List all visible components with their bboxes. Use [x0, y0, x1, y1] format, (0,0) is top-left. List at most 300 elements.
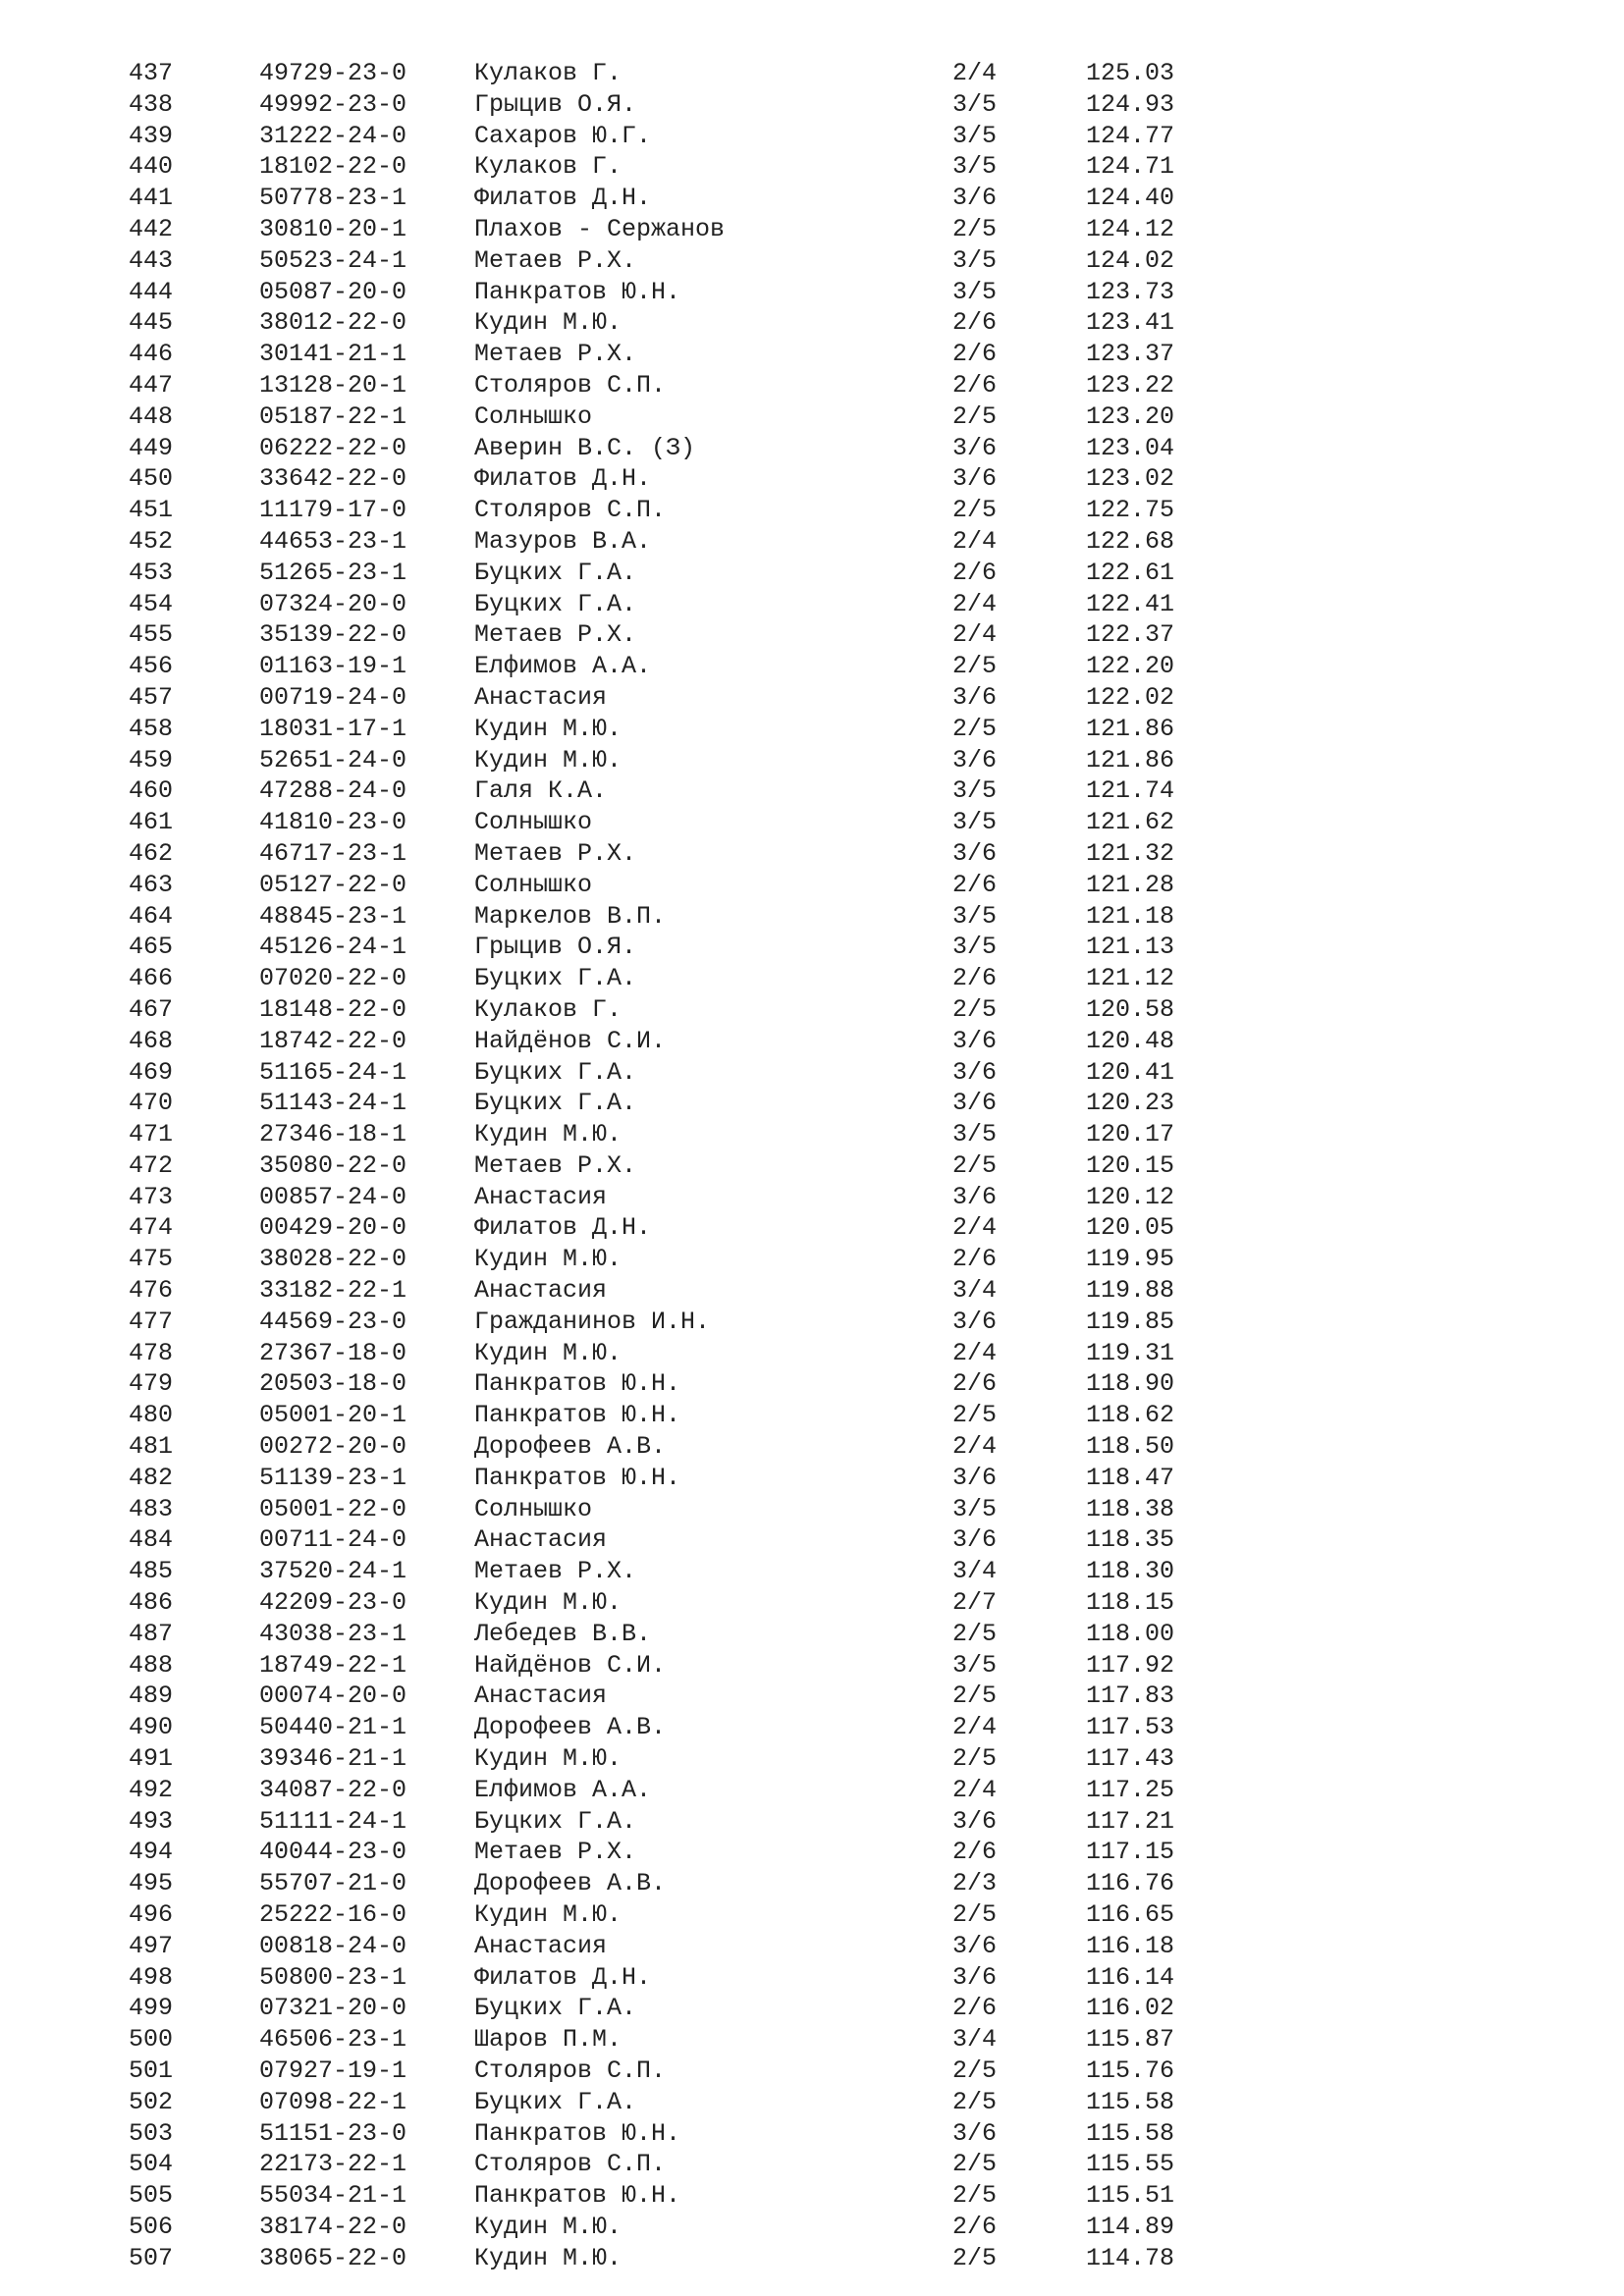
- row-number: 488: [129, 1650, 174, 1680]
- row-name: Солнышко: [474, 1494, 593, 1523]
- row-code: 18148-22-0: [259, 994, 407, 1024]
- list-row: [0, 775, 1624, 807]
- row-number: 472: [129, 1150, 174, 1180]
- row-score: 117.92: [1086, 1650, 1175, 1680]
- list-row: [0, 463, 1624, 495]
- row-name: Филатов Д.Н.: [474, 464, 652, 494]
- row-name: Плахов - Сержанов: [474, 214, 726, 243]
- list-row: [0, 1494, 1624, 1525]
- row-number: 459: [129, 745, 174, 774]
- row-number: 464: [129, 901, 174, 931]
- row-code: 00818-24-0: [259, 1931, 407, 1960]
- row-score: 119.31: [1086, 1338, 1175, 1367]
- row-code: 27367-18-0: [259, 1338, 407, 1367]
- row-fraction: 2/6: [952, 1994, 998, 2023]
- row-code: 07321-20-0: [259, 1994, 407, 2023]
- row-name: Кудин М.Ю.: [474, 745, 623, 774]
- row-fraction: 3/6: [952, 1931, 998, 1960]
- row-fraction: 2/4: [952, 620, 998, 650]
- row-name: Кудин М.Ю.: [474, 2243, 623, 2272]
- row-fraction: 2/6: [952, 308, 998, 338]
- list-row: [0, 870, 1624, 901]
- list-row: [0, 1212, 1624, 1244]
- row-code: 22173-22-1: [259, 2150, 407, 2179]
- list-row: [0, 307, 1624, 339]
- row-name: Метаев Р.Х.: [474, 620, 637, 650]
- row-fraction: 3/5: [952, 808, 998, 837]
- row-code: 40044-23-0: [259, 1838, 407, 1867]
- row-score: 117.53: [1086, 1713, 1175, 1742]
- row-number: 507: [129, 2243, 174, 2272]
- row-fraction: 3/5: [952, 1650, 998, 1680]
- row-name: Буцких Г.А.: [474, 1089, 637, 1118]
- row-code: 35080-22-0: [259, 1150, 407, 1180]
- row-code: 18742-22-0: [259, 1026, 407, 1055]
- list-row: [0, 1088, 1624, 1119]
- row-number: 460: [129, 776, 174, 806]
- row-code: 00074-20-0: [259, 1682, 407, 1711]
- list-row: [0, 433, 1624, 464]
- row-score: 117.83: [1086, 1682, 1175, 1711]
- list-row: [0, 214, 1624, 245]
- row-fraction: 3/5: [952, 121, 998, 150]
- row-name: Панкратов Ю.Н.: [474, 2118, 681, 2148]
- row-score: 116.18: [1086, 1931, 1175, 1960]
- row-number: 504: [129, 2150, 174, 2179]
- row-name: Буцких Г.А.: [474, 1806, 637, 1836]
- row-score: 122.75: [1086, 496, 1175, 525]
- row-fraction: 3/6: [952, 1525, 998, 1555]
- list-row: [0, 2118, 1624, 2150]
- row-score: 115.58: [1086, 2087, 1175, 2116]
- row-name: Солнышко: [474, 808, 593, 837]
- row-score: 114.89: [1086, 2212, 1175, 2241]
- row-name: Кудин М.Ю.: [474, 1120, 623, 1149]
- row-code: 46717-23-1: [259, 838, 407, 868]
- row-code: 45126-24-1: [259, 933, 407, 962]
- row-code: 43038-23-1: [259, 1619, 407, 1648]
- row-name: Кудин М.Ю.: [474, 1338, 623, 1367]
- row-name: Солнышко: [474, 870, 593, 899]
- row-score: 120.41: [1086, 1057, 1175, 1087]
- row-name: Маркелов В.П.: [474, 901, 667, 931]
- row-number: 466: [129, 964, 174, 993]
- row-number: 470: [129, 1089, 174, 1118]
- row-code: 38012-22-0: [259, 308, 407, 338]
- row-number: 457: [129, 682, 174, 712]
- row-fraction: 3/6: [952, 433, 998, 462]
- row-name: Кудин М.Ю.: [474, 1588, 623, 1618]
- row-code: 51165-24-1: [259, 1057, 407, 1087]
- row-fraction: 2/4: [952, 1775, 998, 1804]
- row-code: 37520-24-1: [259, 1557, 407, 1586]
- row-number: 463: [129, 870, 174, 899]
- list-row: [0, 277, 1624, 308]
- row-code: 05001-22-0: [259, 1494, 407, 1523]
- row-fraction: 3/6: [952, 2118, 998, 2148]
- row-number: 493: [129, 1806, 174, 1836]
- list-row: [0, 1182, 1624, 1213]
- row-name: Кулаков Г.: [474, 59, 623, 87]
- row-name: Анастасия: [474, 1276, 608, 1306]
- row-code: 05001-20-1: [259, 1401, 407, 1430]
- row-fraction: 2/6: [952, 370, 998, 400]
- row-score: 117.21: [1086, 1806, 1175, 1836]
- list-row: [0, 1556, 1624, 1587]
- row-score: 119.95: [1086, 1245, 1175, 1274]
- row-code: 50778-23-1: [259, 184, 407, 213]
- row-fraction: 3/6: [952, 1962, 998, 1992]
- list-row: [0, 1057, 1624, 1089]
- list-row: [0, 589, 1624, 620]
- list-row: [0, 807, 1624, 838]
- row-number: 454: [129, 589, 174, 618]
- row-score: 116.65: [1086, 1900, 1175, 1930]
- row-number: 503: [129, 2118, 174, 2148]
- list-row: [0, 1275, 1624, 1307]
- row-name: Анастасия: [474, 1182, 608, 1211]
- row-code: 51265-23-1: [259, 558, 407, 587]
- list-row: [0, 58, 1624, 89]
- row-score: 118.62: [1086, 1401, 1175, 1430]
- row-code: 11179-17-0: [259, 496, 407, 525]
- row-fraction: 3/4: [952, 1276, 998, 1306]
- list-row: [0, 1150, 1624, 1182]
- row-code: 05187-22-1: [259, 401, 407, 431]
- row-name: Кудин М.Ю.: [474, 2212, 623, 2241]
- row-fraction: 3/5: [952, 245, 998, 275]
- row-number: 439: [129, 121, 174, 150]
- row-fraction: 3/5: [952, 933, 998, 962]
- row-score: 117.43: [1086, 1744, 1175, 1774]
- row-fraction: 3/6: [952, 838, 998, 868]
- row-number: 477: [129, 1307, 174, 1336]
- row-name: Буцких Г.А.: [474, 558, 637, 587]
- row-code: 51151-23-0: [259, 2118, 407, 2148]
- list-row: [0, 2243, 1624, 2274]
- list-row: [0, 1619, 1624, 1650]
- row-name: Метаев Р.Х.: [474, 340, 637, 369]
- row-number: 475: [129, 1245, 174, 1274]
- row-number: 506: [129, 2212, 174, 2241]
- row-score: 119.88: [1086, 1276, 1175, 1306]
- row-code: 25222-16-0: [259, 1900, 407, 1930]
- row-name: Панкратов Ю.Н.: [474, 1463, 681, 1492]
- row-code: 51143-24-1: [259, 1089, 407, 1118]
- row-score: 120.23: [1086, 1089, 1175, 1118]
- row-score: 122.61: [1086, 558, 1175, 587]
- list-row: [0, 1431, 1624, 1463]
- list-row: [0, 932, 1624, 963]
- row-score: 117.25: [1086, 1775, 1175, 1804]
- list-row: [0, 651, 1624, 682]
- row-name: Буцких Г.А.: [474, 1994, 637, 2023]
- row-fraction: 3/6: [952, 1026, 998, 1055]
- row-name: Анастасия: [474, 1682, 608, 1711]
- list-row: [0, 1837, 1624, 1868]
- row-fraction: 3/6: [952, 464, 998, 494]
- row-code: 38028-22-0: [259, 1245, 407, 1274]
- row-fraction: 2/4: [952, 1432, 998, 1462]
- row-fraction: 2/5: [952, 1900, 998, 1930]
- row-fraction: 3/6: [952, 184, 998, 213]
- list-row: [0, 1681, 1624, 1712]
- row-score: 121.86: [1086, 745, 1175, 774]
- row-code: 00719-24-0: [259, 682, 407, 712]
- row-code: 38065-22-0: [259, 2243, 407, 2272]
- row-fraction: 2/6: [952, 870, 998, 899]
- row-fraction: 3/4: [952, 2025, 998, 2055]
- list-row: [0, 370, 1624, 401]
- row-name: Шаров П.М.: [474, 2025, 623, 2055]
- row-score: 118.47: [1086, 1463, 1175, 1492]
- row-number: 473: [129, 1182, 174, 1211]
- row-score: 118.50: [1086, 1432, 1175, 1462]
- list-row: [0, 1743, 1624, 1775]
- row-code: 07098-22-1: [259, 2087, 407, 2116]
- row-name: Буцких Г.А.: [474, 2087, 637, 2116]
- list-row: [0, 682, 1624, 714]
- row-name: Кудин М.Ю.: [474, 1245, 623, 1274]
- row-name: Панкратов Ю.Н.: [474, 1401, 681, 1430]
- row-score: 116.76: [1086, 1869, 1175, 1898]
- row-score: 115.55: [1086, 2150, 1175, 2179]
- row-number: 450: [129, 464, 174, 494]
- list-row: [0, 245, 1624, 277]
- row-code: 34087-22-0: [259, 1775, 407, 1804]
- row-code: 39346-21-1: [259, 1744, 407, 1774]
- row-number: 467: [129, 994, 174, 1024]
- row-number: 479: [129, 1369, 174, 1399]
- row-score: 124.12: [1086, 214, 1175, 243]
- row-fraction: 3/6: [952, 1806, 998, 1836]
- row-name: Столяров С.П.: [474, 496, 667, 525]
- row-name: Столяров С.П.: [474, 2056, 667, 2085]
- list-row: [0, 151, 1624, 183]
- row-score: 116.14: [1086, 1962, 1175, 1992]
- row-code: 07020-22-0: [259, 964, 407, 993]
- list-row: [0, 994, 1624, 1026]
- row-number: 437: [129, 59, 174, 87]
- row-name: Кудин М.Ю.: [474, 714, 623, 743]
- row-number: 497: [129, 1931, 174, 1960]
- row-number: 501: [129, 2056, 174, 2085]
- row-fraction: 2/5: [952, 1150, 998, 1180]
- row-score: 114.78: [1086, 2243, 1175, 2272]
- row-fraction: 2/5: [952, 2181, 998, 2211]
- list-row: [0, 89, 1624, 121]
- row-name: Аверин В.С. (З): [474, 433, 696, 462]
- row-fraction: 2/5: [952, 1619, 998, 1648]
- row-code: 00429-20-0: [259, 1213, 407, 1243]
- row-score: 120.58: [1086, 994, 1175, 1024]
- list-row: [0, 1931, 1624, 1962]
- row-number: 449: [129, 433, 174, 462]
- list-row: [0, 2149, 1624, 2180]
- row-score: 124.40: [1086, 184, 1175, 213]
- row-name: Гражданинов И.Н.: [474, 1307, 711, 1336]
- list-row: [0, 2212, 1624, 2243]
- row-fraction: 2/6: [952, 1369, 998, 1399]
- row-score: 120.15: [1086, 1150, 1175, 1180]
- row-name: Дорофеев А.В.: [474, 1432, 667, 1462]
- list-row: [0, 495, 1624, 526]
- row-code: 55707-21-0: [259, 1869, 407, 1898]
- row-number: 485: [129, 1557, 174, 1586]
- row-code: 13128-20-1: [259, 370, 407, 400]
- row-number: 458: [129, 714, 174, 743]
- row-fraction: 2/6: [952, 964, 998, 993]
- row-fraction: 2/4: [952, 589, 998, 618]
- row-score: 124.71: [1086, 152, 1175, 182]
- row-number: 498: [129, 1962, 174, 1992]
- row-number: 490: [129, 1713, 174, 1742]
- row-code: 42209-23-0: [259, 1588, 407, 1618]
- row-fraction: 2/5: [952, 2243, 998, 2272]
- list-row: [0, 1338, 1624, 1369]
- row-name: Дорофеев А.В.: [474, 1869, 667, 1898]
- row-score: 121.74: [1086, 776, 1175, 806]
- list-row: [0, 401, 1624, 433]
- row-fraction: 2/5: [952, 2087, 998, 2116]
- row-code: 18102-22-0: [259, 152, 407, 182]
- row-code: 07927-19-1: [259, 2056, 407, 2085]
- row-fraction: 2/4: [952, 1213, 998, 1243]
- row-score: 125.03: [1086, 59, 1175, 87]
- list-row: [0, 558, 1624, 589]
- row-fraction: 2/5: [952, 652, 998, 681]
- row-fraction: 2/5: [952, 1682, 998, 1711]
- row-code: 48845-23-1: [259, 901, 407, 931]
- list-row: [0, 1368, 1624, 1400]
- row-score: 122.68: [1086, 526, 1175, 556]
- list-row: [0, 619, 1624, 651]
- row-fraction: 3/6: [952, 1307, 998, 1336]
- row-number: 451: [129, 496, 174, 525]
- row-score: 120.05: [1086, 1213, 1175, 1243]
- row-fraction: 3/6: [952, 1182, 998, 1211]
- row-number: 447: [129, 370, 174, 400]
- results-list: [0, 58, 1624, 2274]
- list-row: [0, 2087, 1624, 2118]
- row-score: 121.86: [1086, 714, 1175, 743]
- row-fraction: 3/5: [952, 1494, 998, 1523]
- row-score: 115.58: [1086, 2118, 1175, 2148]
- row-number: 461: [129, 808, 174, 837]
- row-name: Солнышко: [474, 401, 593, 431]
- row-fraction: 2/5: [952, 714, 998, 743]
- list-row: [0, 1650, 1624, 1682]
- row-code: 07324-20-0: [259, 589, 407, 618]
- list-row: [0, 183, 1624, 214]
- row-name: Буцких Г.А.: [474, 589, 637, 618]
- list-row: [0, 1806, 1624, 1838]
- row-score: 117.15: [1086, 1838, 1175, 1867]
- row-name: Столяров С.П.: [474, 370, 667, 400]
- row-fraction: 3/5: [952, 1120, 998, 1149]
- row-fraction: 3/6: [952, 1057, 998, 1087]
- row-code: 27346-18-1: [259, 1120, 407, 1149]
- row-fraction: 2/6: [952, 2212, 998, 2241]
- row-number: 455: [129, 620, 174, 650]
- row-name: Сахаров Ю.Г.: [474, 121, 652, 150]
- row-number: 445: [129, 308, 174, 338]
- row-name: Грыцив О.Я.: [474, 89, 637, 119]
- list-row: [0, 526, 1624, 558]
- row-fraction: 2/6: [952, 340, 998, 369]
- row-code: 33182-22-1: [259, 1276, 407, 1306]
- row-score: 120.12: [1086, 1182, 1175, 1211]
- row-score: 115.76: [1086, 2056, 1175, 2085]
- row-number: 483: [129, 1494, 174, 1523]
- row-name: Метаев Р.Х.: [474, 1838, 637, 1867]
- row-name: Мазуров В.А.: [474, 526, 652, 556]
- row-name: Кудин М.Ю.: [474, 1900, 623, 1930]
- row-fraction: 3/5: [952, 89, 998, 119]
- list-row: [0, 1993, 1624, 2024]
- row-score: 118.35: [1086, 1525, 1175, 1555]
- row-code: 46506-23-1: [259, 2025, 407, 2055]
- row-score: 121.13: [1086, 933, 1175, 962]
- row-number: 441: [129, 184, 174, 213]
- row-score: 118.15: [1086, 1588, 1175, 1618]
- row-code: 05127-22-0: [259, 870, 407, 899]
- row-code: 49992-23-0: [259, 89, 407, 119]
- row-name: Филатов Д.Н.: [474, 1962, 652, 1992]
- list-row: [0, 1244, 1624, 1275]
- row-fraction: 2/6: [952, 558, 998, 587]
- row-fraction: 2/4: [952, 1713, 998, 1742]
- row-code: 01163-19-1: [259, 652, 407, 681]
- row-score: 118.30: [1086, 1557, 1175, 1586]
- list-row: [0, 1119, 1624, 1150]
- row-number: 489: [129, 1682, 174, 1711]
- row-score: 123.04: [1086, 433, 1175, 462]
- row-fraction: 2/4: [952, 1338, 998, 1367]
- row-fraction: 2/5: [952, 2056, 998, 2085]
- row-number: 486: [129, 1588, 174, 1618]
- row-name: Лебедев В.В.: [474, 1619, 652, 1648]
- row-name: Галя К.А.: [474, 776, 608, 806]
- row-code: 47288-24-0: [259, 776, 407, 806]
- row-code: 00272-20-0: [259, 1432, 407, 1462]
- row-score: 123.22: [1086, 370, 1175, 400]
- row-fraction: 3/5: [952, 277, 998, 306]
- list-row: [0, 1400, 1624, 1431]
- row-fraction: 2/5: [952, 214, 998, 243]
- list-row: [0, 339, 1624, 370]
- row-score: 124.77: [1086, 121, 1175, 150]
- list-row: [0, 121, 1624, 152]
- row-score: 122.20: [1086, 652, 1175, 681]
- row-name: Метаев Р.Х.: [474, 838, 637, 868]
- row-name: Кулаков Г.: [474, 152, 623, 182]
- row-number: 480: [129, 1401, 174, 1430]
- row-score: 123.20: [1086, 401, 1175, 431]
- row-name: Столяров С.П.: [474, 2150, 667, 2179]
- row-code: 00857-24-0: [259, 1182, 407, 1211]
- row-code: 52651-24-0: [259, 745, 407, 774]
- row-code: 50523-24-1: [259, 245, 407, 275]
- row-fraction: 3/5: [952, 776, 998, 806]
- row-fraction: 2/5: [952, 1401, 998, 1430]
- row-score: 123.41: [1086, 308, 1175, 338]
- row-code: 50440-21-1: [259, 1713, 407, 1742]
- row-number: 478: [129, 1338, 174, 1367]
- row-code: 38174-22-0: [259, 2212, 407, 2241]
- row-code: 51111-24-1: [259, 1806, 407, 1836]
- row-score: 122.37: [1086, 620, 1175, 650]
